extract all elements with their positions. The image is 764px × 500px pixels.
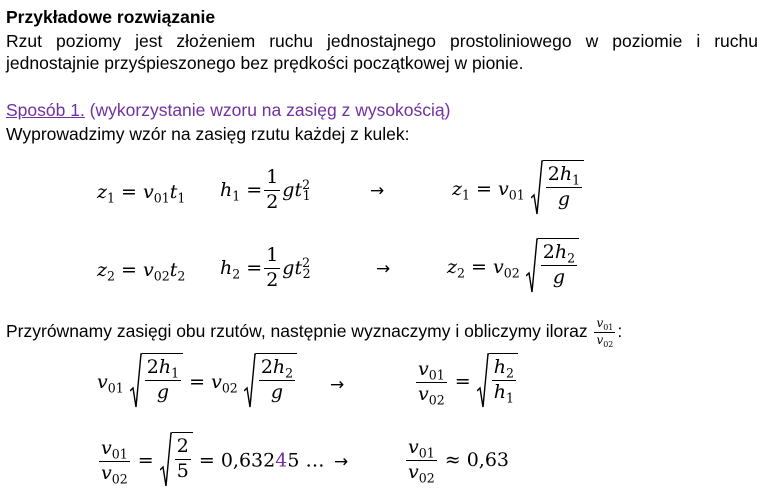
compare-text: Przyrównamy zasięgi obu rzutów, następnie wyznaczymy i obliczymy iloraz $\frac{v_{01}}{v_{02}}$ : [6,316,623,349]
eq-z2-v02-t2: $z_2 = v_{02}t_2$ [97,259,186,284]
eq-ratio-approx: $\frac{v_{01}}{v_{02}}$ ≈ 0,63 [408,436,510,486]
intro-line-1: Rzut poziomy jest złożeniem ruchu jednostajnego prostoliniowego w poziomie i ruchu [6,31,758,51]
eq-h2-gt2: $h_2$ = $\frac{1}{2}$ $gt^2_2$ [220,244,311,291]
eq-z2-result: $z_2 = v_{02}$ $\frac{2h_2}{g}$ [447,238,579,296]
method-label: Sposób 1. [6,100,85,120]
arrow-2: → [376,259,391,279]
arrow-3: → [330,375,345,395]
eq-ratio-sqrt-h: $\frac{v_{01}}{v_{02}}$ = $\frac{h_2}{h_1}$ [414,353,518,411]
eq-ratio-value: $\frac{v_{01}}{v_{02}}$ = $\frac{2}{5}$ = 0,63245 … [97,432,324,490]
sqrt-sign: $\frac{2h_2}{g}$ [526,238,579,296]
eq-equate-ranges: $v_{01}$ $\frac{2h_1}{g}$ = $v_{02}$ $\frac{2h_2}{g}$ [97,353,297,411]
derive-text: Wyprowadzimy wzór na zasięg rzutu każdej z kulek: [6,124,410,144]
solution-heading: Przykładowe rozwiązanie [6,7,216,27]
method-heading [6,99,451,121]
eq-h1-gt1: $h_1$ = $\frac{1}{2}$ $gt^2_1$ [220,166,311,213]
sqrt-sign: $\frac{2h_1}{g}$ [531,160,584,218]
arrow-4: → [334,452,349,472]
eq-z1-v01-t1: $z_1 = v_{01}t_1$ [97,181,186,206]
arrow-1: → [370,181,385,201]
eq-z1-result: $z_1 = v_{01}$ $\frac{2h_1}{g}$ [452,160,584,218]
method-description: (wykorzystanie wzoru na zasięg z wysokością) [84,100,451,120]
intro-line-2: jednostajnie przyśpieszonego bez prędkości początkowej w pionie. [6,53,524,73]
